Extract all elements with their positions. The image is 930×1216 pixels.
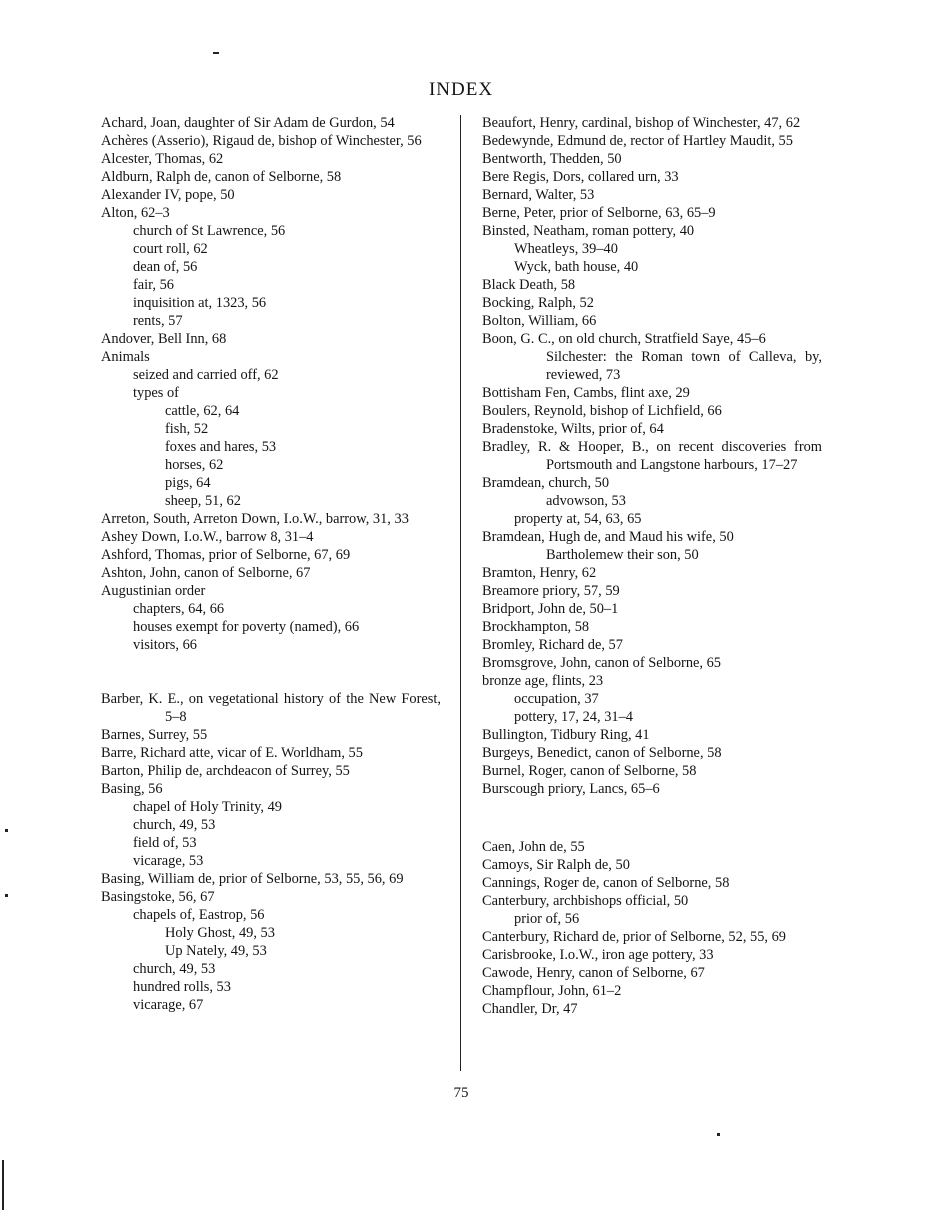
index-entry: Augustinian order (101, 583, 206, 599)
index-subentry: chapel of Holy Trinity, 49 (133, 799, 282, 815)
index-subentry: Bartholemew their son, 50 (546, 547, 699, 563)
scan-speck (5, 894, 8, 897)
index-entry: Barton, Philip de, archdeacon of Surrey, 55 (101, 763, 350, 779)
index-entry: Bramton, Henry, 62 (482, 565, 597, 581)
index-entry: Aldburn, Ralph de, canon of Selborne, 58 (101, 169, 342, 185)
index-entry: Arreton, South, Arreton Down, I.o.W., barrow, 31, 33 (101, 511, 409, 527)
index-subentry: chapters, 64, 66 (133, 601, 225, 617)
index-subentry: Silchester: the Roman town of Calleva, by, reviewed, 73 (546, 349, 822, 383)
index-entry: Bridport, John de, 50–1 (482, 601, 619, 617)
index-entry: Camoys, Sir Ralph de, 50 (482, 857, 630, 873)
index-entry: Achères (Asserio), Rigaud de, bishop of Winchester, 56 (101, 133, 422, 149)
index-subentry: foxes and hares, 53 (165, 439, 277, 455)
index-subentry: property at, 54, 63, 65 (514, 511, 642, 527)
page-title: INDEX (428, 79, 494, 100)
index-subentry: sheep, 51, 62 (165, 493, 241, 509)
index-entry: Bromsgrove, John, canon of Selborne, 65 (482, 655, 722, 671)
index-entry: Alexander IV, pope, 50 (101, 187, 235, 203)
index-subentry: cattle, 62, 64 (165, 403, 240, 419)
index-subentry: Wyck, bath house, 40 (514, 259, 639, 275)
index-entry: Bramdean, church, 50 (482, 475, 610, 491)
index-entry: Ashey Down, I.o.W., barrow 8, 31–4 (101, 529, 314, 545)
index-subentry: seized and carried off, 62 (133, 367, 279, 383)
index-column-right (482, 114, 822, 1018)
index-subentry: church, 49, 53 (133, 961, 216, 977)
index-entry: Alton, 62–3 (101, 205, 170, 221)
index-entry: Bentworth, Thedden, 50 (482, 151, 622, 167)
index-entry: Bernard, Walter, 53 (482, 187, 595, 203)
index-subentry: occupation, 37 (514, 691, 599, 707)
index-entry: Canterbury, archbishops official, 50 (482, 893, 689, 909)
index-subentry: advowson, 53 (546, 493, 626, 509)
index-subentry: rents, 57 (133, 313, 183, 329)
scan-edge-mark (2, 1160, 4, 1210)
index-entry: Beaufort, Henry, cardinal, bishop of Winchester, 47, 62 (482, 115, 801, 131)
index-entry: Bocking, Ralph, 52 (482, 295, 594, 311)
index-entry: Caen, John de, 55 (482, 839, 585, 855)
index-subentry: houses exempt for poverty (named), 66 (133, 619, 360, 635)
index-entry: Cawode, Henry, canon of Selborne, 67 (482, 965, 705, 981)
index-entry: Barber, K. E., on vegetational history of the New Forest, 5–8 (101, 691, 441, 725)
index-section-gap (482, 798, 822, 838)
index-entry: Brockhampton, 58 (482, 619, 590, 635)
index-subentry: church of St Lawrence, 56 (133, 223, 286, 239)
index-subentry: horses, 62 (165, 457, 224, 473)
index-entry: Bradenstoke, Wilts, prior of, 64 (482, 421, 664, 437)
index-entry: Bradley, R. & Hooper, B., on recent discoveries from Portsmouth and Langstone harbours, 17–27 (482, 439, 822, 473)
index-entry: Barnes, Surrey, 55 (101, 727, 208, 743)
index-subentry: Holy Ghost, 49, 53 (165, 925, 275, 941)
index-section-gap (101, 654, 441, 690)
index-entry: Carisbrooke, I.o.W., iron age pottery, 33 (482, 947, 714, 963)
index-subentry: fair, 56 (133, 277, 174, 293)
index-entry: Bramdean, Hugh de, and Maud his wife, 50 (482, 529, 734, 545)
index-subentry: visitors, 66 (133, 637, 197, 653)
index-subentry: court roll, 62 (133, 241, 208, 257)
index-entry: Bromley, Richard de, 57 (482, 637, 623, 653)
index-subentry: inquisition at, 1323, 56 (133, 295, 267, 311)
index-entry: Champflour, John, 61–2 (482, 983, 622, 999)
index-entry: Burscough priory, Lancs, 65–6 (482, 781, 660, 797)
scan-speck (213, 52, 219, 54)
index-entry: Black Death, 58 (482, 277, 576, 293)
index-entry: Basing, William de, prior of Selborne, 53, 55, 56, 69 (101, 871, 404, 887)
index-entry: Andover, Bell Inn, 68 (101, 331, 227, 347)
index-subentry: prior of, 56 (514, 911, 580, 927)
index-entry: Chandler, Dr, 47 (482, 1001, 578, 1017)
index-entry: Bere Regis, Dors, collared urn, 33 (482, 169, 679, 185)
index-entry: Burgeys, Benedict, canon of Selborne, 58 (482, 745, 722, 761)
index-entry: Barre, Richard atte, vicar of E. Worldham, 55 (101, 745, 363, 761)
index-subentry: vicarage, 67 (133, 997, 204, 1013)
index-entry: Basing, 56 (101, 781, 163, 797)
index-subentry: dean of, 56 (133, 259, 198, 275)
scan-speck (5, 829, 8, 832)
index-entry: Cannings, Roger de, canon of Selborne, 58 (482, 875, 730, 891)
index-entry: Bedewynde, Edmund de, rector of Hartley Maudit, 55 (482, 133, 793, 149)
index-entry: Ashton, John, canon of Selborne, 67 (101, 565, 311, 581)
index-entry: Canterbury, Richard de, prior of Selborne, 52, 55, 69 (482, 929, 786, 945)
index-entry: bronze age, flints, 23 (482, 673, 604, 689)
index-entry: Breamore priory, 57, 59 (482, 583, 620, 599)
index-entry: Achard, Joan, daughter of Sir Adam de Gurdon, 54 (101, 115, 395, 131)
index-entry: Berne, Peter, prior of Selborne, 63, 65–9 (482, 205, 716, 221)
index-entry: Boulers, Reynold, bishop of Lichfield, 66 (482, 403, 722, 419)
index-entry: Bullington, Tidbury Ring, 41 (482, 727, 650, 743)
index-subentry: fish, 52 (165, 421, 209, 437)
index-entry: Alcester, Thomas, 62 (101, 151, 224, 167)
index-entry: Burnel, Roger, canon of Selborne, 58 (482, 763, 697, 779)
index-entry: Basingstoke, 56, 67 (101, 889, 215, 905)
index-entry: Binsted, Neatham, roman pottery, 40 (482, 223, 695, 239)
index-entry: Bolton, William, 66 (482, 313, 597, 329)
index-subentry: pottery, 17, 24, 31–4 (514, 709, 633, 725)
index-subentry: Up Nately, 49, 53 (165, 943, 267, 959)
column-divider (460, 115, 461, 1071)
index-subentry: pigs, 64 (165, 475, 211, 491)
index-entry: Bottisham Fen, Cambs, flint axe, 29 (482, 385, 690, 401)
index-entry: Animals (101, 349, 150, 365)
index-subentry: field of, 53 (133, 835, 197, 851)
index-column-left (101, 114, 441, 1014)
index-subentry: hundred rolls, 53 (133, 979, 231, 995)
index-subentry: vicarage, 53 (133, 853, 204, 869)
index-subentry: chapels of, Eastrop, 56 (133, 907, 265, 923)
page-number: 75 (453, 1085, 469, 1101)
index-subentry: Wheatleys, 39–40 (514, 241, 618, 257)
scan-speck (717, 1133, 720, 1136)
index-entry: Boon, G. C., on old church, Stratfield Saye, 45–6 (482, 331, 766, 347)
index-subentry: types of (133, 385, 179, 401)
index-entry: Ashford, Thomas, prior of Selborne, 67, 69 (101, 547, 351, 563)
index-subentry: church, 49, 53 (133, 817, 216, 833)
